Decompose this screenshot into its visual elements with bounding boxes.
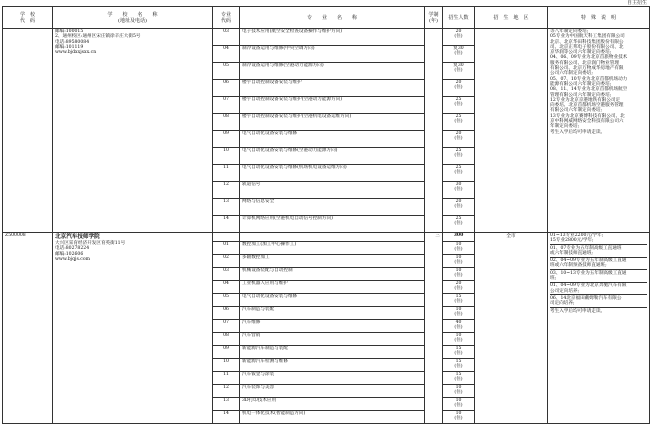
text-line: www.bjdxxjsxx.cn bbox=[55, 50, 97, 56]
years-value: 三 bbox=[425, 233, 443, 424]
major-name: 多轴数控加工 bbox=[240, 255, 425, 268]
major-name: 楼宇自动控制设备安装与维护(空港机电设备运维方向) bbox=[240, 114, 425, 131]
major-name: 汽车营销 bbox=[240, 333, 425, 346]
major-name: 计算机网络应用(空港机电自动信号控制方向) bbox=[240, 216, 425, 233]
plan-count bbox=[443, 398, 475, 411]
plan-count bbox=[443, 199, 475, 216]
plan-count-line: (住) bbox=[454, 390, 463, 396]
text-line: 北京、北京华田科技集团股份有限公 bbox=[550, 39, 624, 45]
major-code: 09 bbox=[213, 346, 240, 359]
table-row bbox=[3, 29, 650, 46]
major-name: 新能源汽车检测与维修 bbox=[240, 359, 425, 372]
major-name: 网络与信息安全 bbox=[240, 199, 425, 216]
major-name: 机电一体化技术(智能制造方向) bbox=[240, 411, 425, 424]
major-code: 10 bbox=[213, 148, 240, 165]
plan-count bbox=[443, 411, 475, 424]
plan-count-line: (住) bbox=[454, 136, 463, 142]
plan-count-line: (住) bbox=[454, 351, 463, 357]
note-line: 03、10~13专业为五年制高级工直通 bbox=[550, 270, 627, 276]
school-block-1 bbox=[3, 29, 650, 233]
major-code: 07 bbox=[213, 97, 240, 114]
plan-count-line: 25 bbox=[455, 97, 462, 102]
plan-count-line: 15 bbox=[455, 346, 462, 351]
plan-count-line: 20 bbox=[455, 29, 462, 34]
plan-count-line: 40 bbox=[455, 320, 462, 325]
plan-count-line: (住) bbox=[454, 299, 463, 305]
plan-count-line: 15 bbox=[455, 294, 462, 299]
header-years: 学制 (年) bbox=[425, 7, 443, 29]
plan-count-line: (住) bbox=[454, 68, 463, 74]
plan-count-line: (住) bbox=[454, 34, 463, 40]
major-name: 新能源汽车制造与装配 bbox=[240, 346, 425, 359]
region-cell bbox=[475, 29, 548, 233]
plan-count-line: (住) bbox=[454, 273, 463, 279]
major-name: 电气自动化设备安装与维修(机场机电设备运维方向) bbox=[240, 165, 425, 182]
plan-count bbox=[443, 63, 475, 80]
plan-count-line: 10 bbox=[455, 255, 462, 260]
text-line: 05、07、10专业为北京首都机场动力 bbox=[550, 76, 628, 82]
major-name: 电气自动化设备安装与维修 bbox=[240, 131, 425, 148]
plan-count bbox=[443, 242, 475, 255]
plan-count-line: 20 bbox=[455, 131, 462, 136]
plan-count-line: 15 bbox=[455, 372, 462, 377]
major-code: 05 bbox=[213, 63, 240, 80]
header-major-code: 专业 代码 bbox=[213, 7, 240, 29]
major-code: 10 bbox=[213, 359, 240, 372]
major-code: 12 bbox=[213, 385, 240, 398]
text-line: 司、北京正邦电子股份有限公司、北 bbox=[550, 44, 624, 50]
plan-count bbox=[443, 216, 475, 233]
text-line: 13专业为北京赛博科技有限公司、北 bbox=[550, 113, 625, 119]
text-line: 管理有限公司六年制定向委培; bbox=[550, 92, 612, 98]
major-name: 楼宇自动控制设备安装与维护(空港动力能源方向) bbox=[240, 97, 425, 114]
plan-count-line: 15 bbox=[455, 359, 462, 364]
text-line: 邮编:100015 bbox=[55, 29, 84, 34]
text-line: 等八年制定向委培; bbox=[550, 29, 589, 34]
plan-count-line: 30 bbox=[455, 182, 462, 187]
plan-count-line: 20 bbox=[455, 281, 462, 286]
plan-count-line: (住) bbox=[454, 102, 463, 108]
school-name-cell bbox=[53, 233, 213, 424]
school-address-cell bbox=[53, 29, 213, 233]
plan-count bbox=[443, 97, 475, 114]
plan-count-line: 20 bbox=[455, 80, 462, 85]
plan-count-line: 10 bbox=[455, 411, 462, 416]
major-name-empty bbox=[240, 233, 425, 242]
note-line: 班; bbox=[550, 276, 647, 283]
plan-count-line: 10 bbox=[455, 398, 462, 403]
text-line: www.bjqjs.com bbox=[55, 256, 90, 262]
plan-count-line: (住) bbox=[454, 260, 463, 266]
region-text: 全市 bbox=[506, 234, 516, 239]
note-line: 15专业2800元/学年; bbox=[550, 238, 647, 245]
text-line: 能源有限公司六年制定向委培; bbox=[550, 81, 612, 87]
plan-count-line: 25 bbox=[455, 165, 462, 170]
notes-cell bbox=[548, 29, 650, 233]
plan-count-line: (住) bbox=[454, 51, 463, 57]
note-line: 公司定向培养; bbox=[550, 289, 647, 296]
plan-count-line: (住) bbox=[454, 221, 463, 227]
plan-count-line: 10 bbox=[455, 268, 462, 273]
major-name: 制冷设备运用与维修(中央空调方向) bbox=[240, 46, 425, 63]
text-line: 向委培、北京首都机场空港服务管理 bbox=[550, 103, 624, 109]
plan-count-line: 25 bbox=[455, 148, 462, 153]
note-line: 或六年制技师直通班; bbox=[550, 251, 647, 258]
note-line: 01、07专业为五年制高级工直通班 bbox=[550, 245, 622, 251]
plan-count-line: (住) bbox=[454, 312, 463, 318]
major-code: 01 bbox=[213, 242, 240, 255]
major-code: 14 bbox=[213, 411, 240, 424]
header-plan-count: 招生人数 bbox=[443, 7, 475, 29]
text-line: 08、11、14专业为北京首都机场航空 bbox=[550, 87, 628, 93]
plan-count-line: (住) bbox=[454, 377, 463, 383]
plan-count bbox=[443, 333, 475, 346]
major-code: 12 bbox=[213, 182, 240, 199]
header-school-name: 学 校 名 称 (地址及电话) bbox=[53, 7, 213, 29]
note-line: 考生入学后均可申请走读。 bbox=[550, 308, 606, 314]
plan-count bbox=[443, 182, 475, 199]
text-line: 京华润等公司六年制定向委培; bbox=[550, 50, 612, 56]
plan-count bbox=[443, 307, 475, 320]
major-code: 07 bbox=[213, 320, 240, 333]
plan-count bbox=[443, 114, 475, 131]
plan-count bbox=[443, 46, 475, 63]
text-line: 年制定向委培; bbox=[550, 124, 580, 130]
text-line: 邮编:102606 bbox=[55, 251, 84, 257]
plan-count-line: 10 bbox=[455, 385, 462, 390]
plan-count bbox=[443, 268, 475, 281]
major-code: 02 bbox=[213, 255, 240, 268]
plan-count-line: 10 bbox=[455, 242, 462, 247]
plan-count-line: (住) bbox=[454, 187, 463, 193]
plan-count-line: (住) bbox=[454, 403, 463, 409]
plan-count-line: (住) bbox=[454, 170, 463, 176]
plan-count bbox=[443, 359, 475, 372]
plan-count bbox=[443, 320, 475, 333]
major-code: 13 bbox=[213, 398, 240, 411]
header-notes: 特 殊 说 明 bbox=[548, 7, 650, 29]
school-code-cell bbox=[3, 29, 53, 233]
plan-count bbox=[443, 165, 475, 182]
major-name: 电气自动化设备安装与维修 bbox=[240, 294, 425, 307]
major-name: 汽车装饰与美容 bbox=[240, 385, 425, 398]
major-name: 数控加工(加工中心操作工) bbox=[240, 242, 425, 255]
major-name: 3D打印技术应用 bbox=[240, 398, 425, 411]
plan-count bbox=[443, 281, 475, 294]
plan-count-line: 10 bbox=[455, 333, 462, 338]
note-line: 司定向培养; bbox=[550, 301, 647, 308]
text-line: 05专业为中国航天科工集团有限公司 bbox=[550, 34, 625, 40]
plan-count bbox=[443, 385, 475, 398]
note-line: 班或六年制预备技师直通班; bbox=[550, 263, 647, 270]
major-name: 汽车钣金与涂装 bbox=[240, 372, 425, 385]
major-code: 11 bbox=[213, 372, 240, 385]
major-code: 04 bbox=[213, 46, 240, 63]
plan-count bbox=[443, 346, 475, 359]
plan-count-line: (住) bbox=[454, 119, 463, 125]
major-code: 06 bbox=[213, 80, 240, 97]
text-line: 电话:89580084 bbox=[55, 39, 90, 45]
major-code: 08 bbox=[213, 333, 240, 346]
major-name: 汽车维修 bbox=[240, 320, 425, 333]
region-value bbox=[475, 233, 548, 424]
school-block-2 bbox=[3, 233, 650, 424]
school-code: Z500008 bbox=[3, 233, 53, 424]
plan-count-line: (住) bbox=[454, 247, 463, 253]
plan-count-line: (住) bbox=[454, 338, 463, 344]
major-name: 工业机器人应用与维护 bbox=[240, 281, 425, 294]
plan-count-line: (住) bbox=[454, 85, 463, 91]
plan-count-line: 20 bbox=[455, 199, 462, 204]
enrollment-plan-table bbox=[2, 6, 650, 424]
plan-count bbox=[443, 131, 475, 148]
plan-count-line: 25 bbox=[455, 216, 462, 221]
plan-count-line: (住) bbox=[454, 325, 463, 331]
note-line: 01、04~09专业为北京奔驰汽车有限 bbox=[550, 283, 627, 289]
plan-count-line: 复30 bbox=[453, 63, 464, 68]
header-school-code: 学 校 代 码 bbox=[3, 7, 53, 29]
note-line: 06、14北京福田戴姆勒汽车有限公 bbox=[550, 295, 622, 301]
plan-count-line: (住) bbox=[454, 204, 463, 210]
major-name: 汽车制造与装配 bbox=[240, 307, 425, 320]
major-code: 09 bbox=[213, 131, 240, 148]
plan-count-line: (住) bbox=[454, 286, 463, 292]
major-code: 04 bbox=[213, 281, 240, 294]
plan-count bbox=[443, 29, 475, 46]
text-line: 有限公司六年制定向委培; bbox=[550, 108, 603, 114]
total-count: 300 bbox=[443, 233, 475, 242]
major-code: 03 bbox=[213, 29, 240, 46]
plan-count bbox=[443, 294, 475, 307]
plan-count-line: (住) bbox=[454, 364, 463, 370]
plan-count-line: (住) bbox=[454, 416, 463, 422]
plan-count-line: (住) bbox=[454, 153, 463, 159]
notes-cell bbox=[548, 233, 650, 424]
header-region: 招 生 地 区 bbox=[475, 7, 548, 29]
major-code: 13 bbox=[213, 199, 240, 216]
text-line: 2、通州校区:通州区宋庄镇徐辛庄大街5号 bbox=[55, 34, 141, 40]
major-name: 机械设备装配与自动控制 bbox=[240, 268, 425, 281]
major-name: 电气自动化设备安装与维修(空港动力能源方向) bbox=[240, 148, 425, 165]
text-line: 电话:80278224 bbox=[55, 246, 90, 252]
major-code: 06 bbox=[213, 307, 240, 320]
school-summary-row bbox=[3, 233, 650, 242]
header-major-name: 专 业 名 称 bbox=[240, 7, 425, 29]
corner-note: 自主招生 bbox=[626, 0, 647, 6]
text-line: 04、06、09专业为北京首旅物业技术 bbox=[550, 55, 628, 61]
text-line: 服务有限公司、北京润门物业管理 bbox=[550, 60, 619, 66]
plan-count bbox=[443, 255, 475, 268]
major-code: 08 bbox=[213, 114, 240, 131]
note-line: 02、04~09专业为五年制高级工直通 bbox=[550, 258, 627, 264]
school-name: 北京汽车技师学院 bbox=[55, 234, 100, 240]
header-row bbox=[3, 7, 650, 29]
text-line: 12专业为北京京港地铁有限公司定 bbox=[550, 97, 621, 103]
major-name: 轨道信号 bbox=[240, 182, 425, 199]
text-line: 邮编:101119 bbox=[55, 44, 84, 50]
major-name: 楼宇自动控制设备安装与维护 bbox=[240, 80, 425, 97]
major-code: 11 bbox=[213, 165, 240, 182]
major-code: 14 bbox=[213, 216, 240, 233]
text-line: 大兴区采育经济开发区育英街11号 bbox=[55, 241, 126, 246]
text-line: 有限公司、北京万物成华房地产有限 bbox=[550, 66, 624, 72]
major-name: 电子技术应用(航空安全检查设备操作与维护方向) bbox=[240, 29, 425, 46]
plan-count bbox=[443, 148, 475, 165]
plan-count-line: 10 bbox=[455, 307, 462, 312]
major-code-empty bbox=[213, 233, 240, 242]
text-line: 京中科网威网络安全科技有限公司六 bbox=[550, 119, 624, 125]
plan-count-line: 复30 bbox=[453, 46, 464, 51]
years-cell bbox=[425, 29, 443, 233]
major-code: 05 bbox=[213, 294, 240, 307]
plan-count bbox=[443, 372, 475, 385]
plan-count-line: 25 bbox=[455, 114, 462, 119]
note-line: 01~13专业2200元/学年; bbox=[550, 233, 604, 238]
major-code: 03 bbox=[213, 268, 240, 281]
major-name: 制冷设备运用与维修(空港动力能源方向) bbox=[240, 63, 425, 80]
text-line: 考生入学后均可申请走读。 bbox=[550, 129, 606, 135]
text-line: 公司六年制定向委培; bbox=[550, 71, 593, 77]
plan-count bbox=[443, 80, 475, 97]
